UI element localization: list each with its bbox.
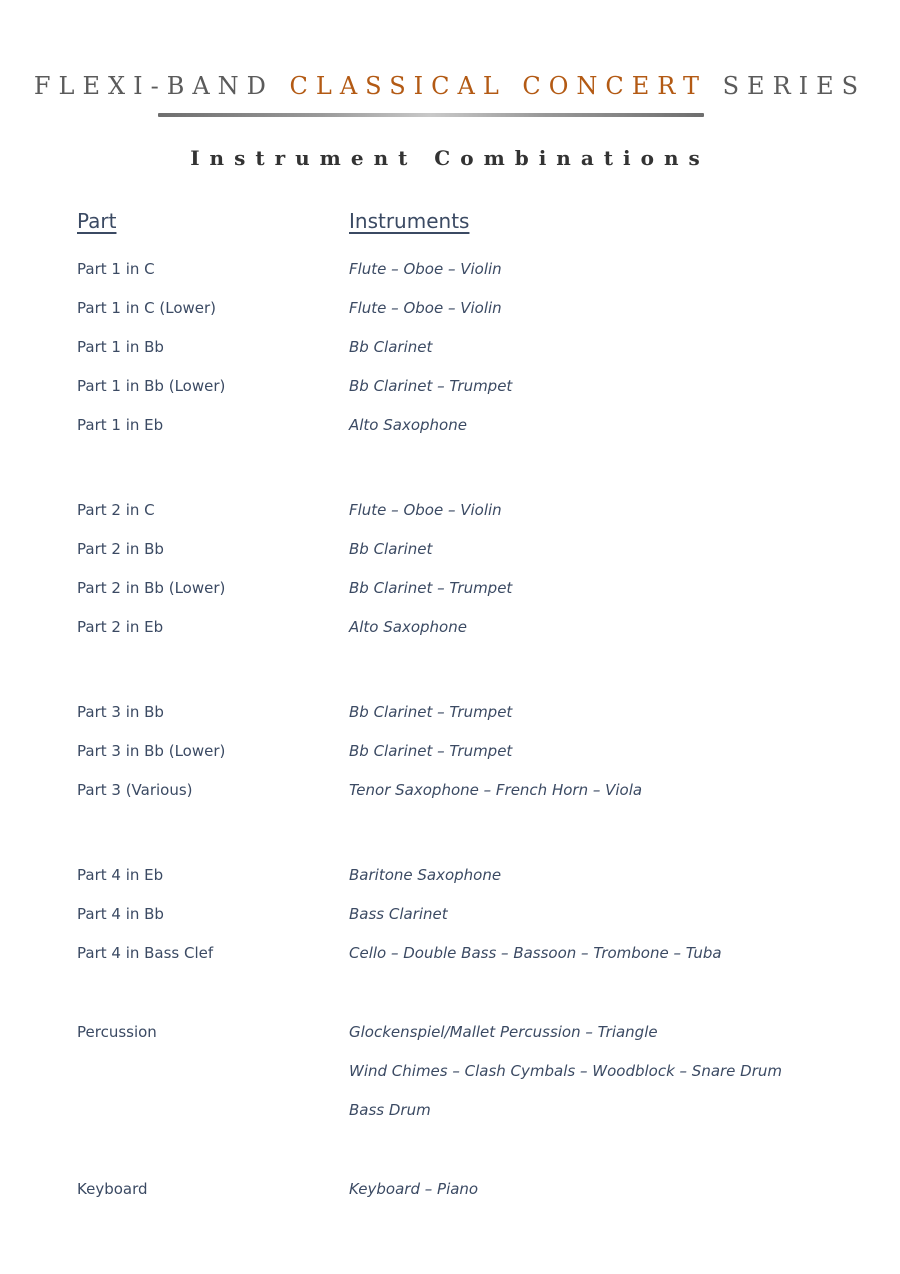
row-instruments: Flute – Oboe – Violin [349,299,502,317]
series-title-suffix: SERIES [722,72,867,100]
row-instruments: Bb Clarinet – Trumpet [349,742,513,760]
row-instruments: Cello – Double Bass – Bassoon – Trombone – Tuba [349,944,722,962]
row-instruments: Bb Clarinet – Trumpet [349,579,513,597]
row-instruments: Wind Chimes – Clash Cymbals – Woodblock – Snare Drum [349,1062,783,1080]
series-title-prefix: FLEXI-BAND [33,72,274,100]
row-instruments: Baritone Saxophone [349,866,502,884]
header-divider [158,113,704,117]
row-part: Part 1 in Bb (Lower) [77,377,226,395]
row-instruments: Flute – Oboe – Violin [349,501,502,519]
row-part: Percussion [77,1023,157,1041]
row-instruments: Bb Clarinet [349,540,433,558]
row-instruments: Bb Clarinet [349,338,433,356]
row-part: Part 2 in Bb [77,540,164,558]
row-part: Part 3 (Various) [77,781,193,799]
column-header-part: Part [77,209,117,233]
row-instruments: Bass Clarinet [349,905,448,923]
row-part: Part 2 in Eb [77,618,164,636]
row-part: Part 4 in Bb [77,905,164,923]
row-part: Keyboard [77,1180,148,1198]
row-part: Part 1 in C (Lower) [77,299,217,317]
row-part: Part 2 in Bb (Lower) [77,579,226,597]
row-instruments: Glockenspiel/Mallet Percussion – Triangle [349,1023,658,1041]
column-header-instruments: Instruments [349,209,470,233]
row-part: Part 3 in Bb (Lower) [77,742,226,760]
row-part: Part 4 in Eb [77,866,164,884]
row-instruments: Keyboard – Piano [349,1180,479,1198]
row-part: Part 2 in C [77,501,155,519]
series-title [0,72,900,100]
row-instruments: Alto Saxophone [349,416,467,434]
row-part: Part 1 in C [77,260,155,278]
series-title-accent: CLASSICAL CONCERT [289,72,707,100]
row-instruments: Bb Clarinet – Trumpet [349,703,513,721]
row-part: Part 4 in Bass Clef [77,944,214,962]
row-instruments: Alto Saxophone [349,618,467,636]
row-instruments: Bb Clarinet – Trumpet [349,377,513,395]
page-subtitle: Instrument Combinations [190,146,710,170]
row-instruments: Flute – Oboe – Violin [349,260,502,278]
row-instruments: Tenor Saxophone – French Horn – Viola [349,781,643,799]
row-instruments: Bass Drum [349,1101,431,1119]
row-part: Part 1 in Eb [77,416,164,434]
row-part: Part 3 in Bb [77,703,164,721]
row-part: Part 1 in Bb [77,338,164,356]
